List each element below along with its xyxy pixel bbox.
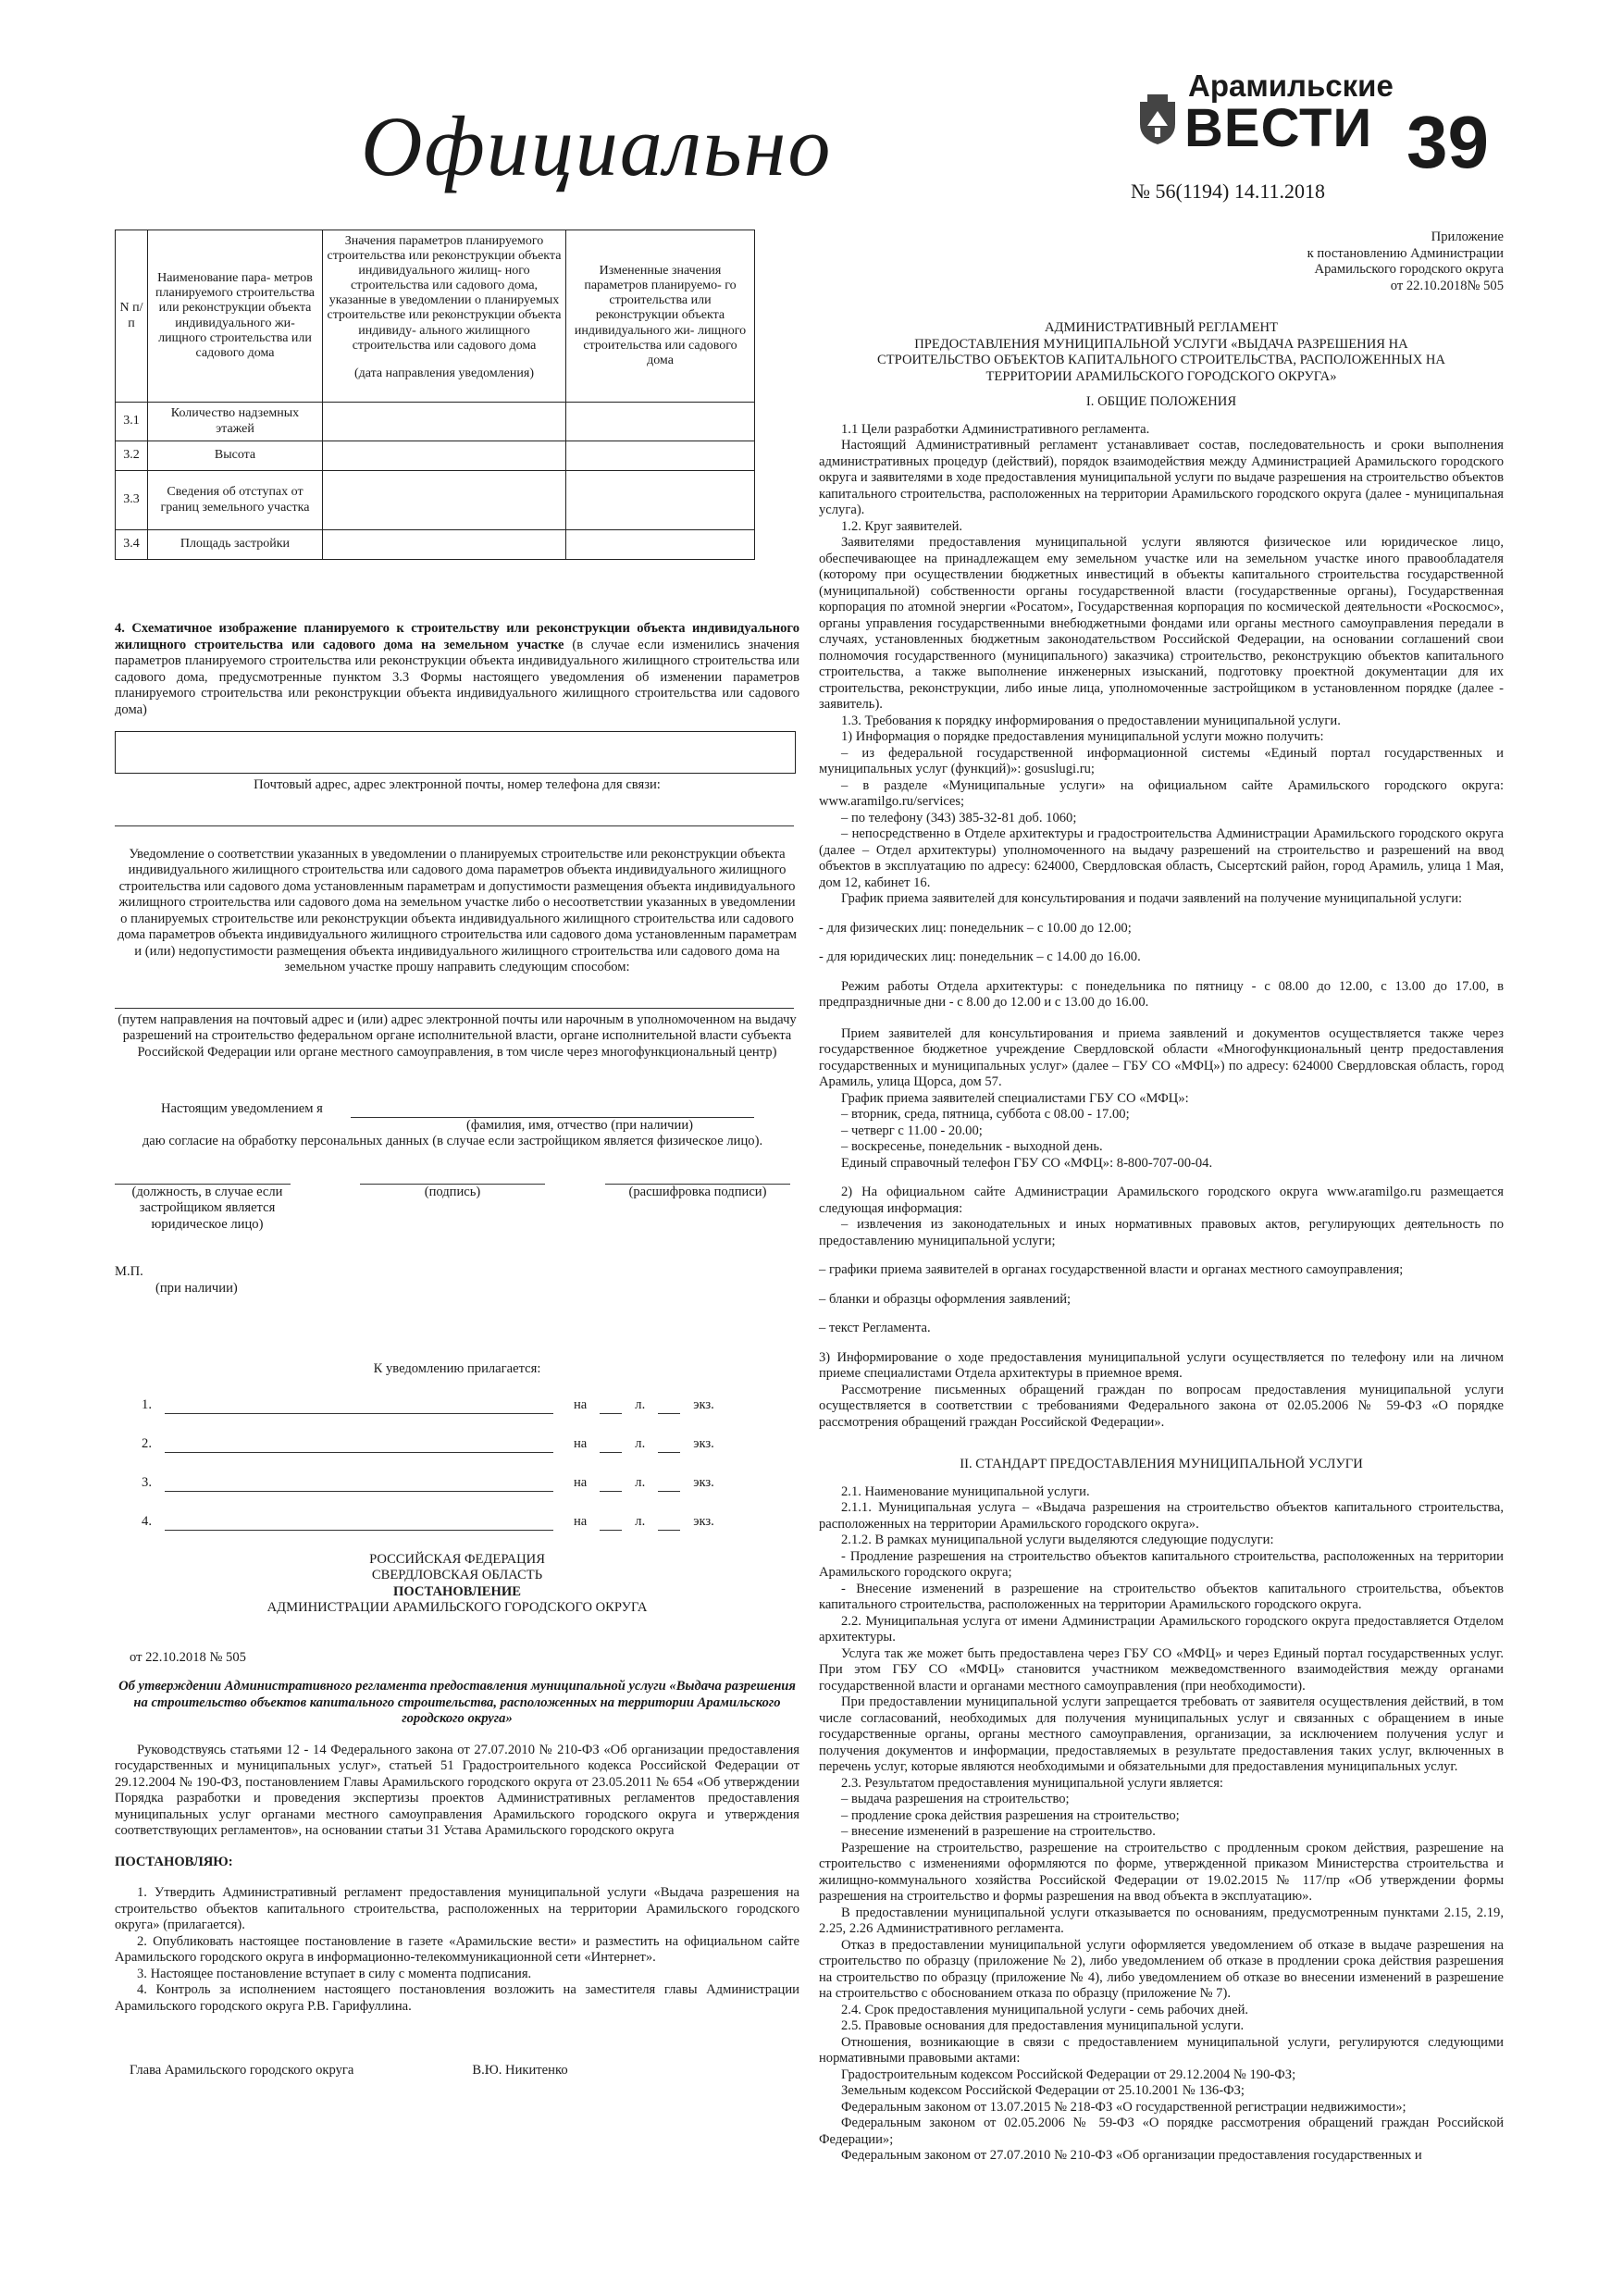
paragraph: Разрешение на строительство, разрешение на строительство с продленным сроком действия, разрешение на строительство с изменениями оформляются по форме, утвержденной приказом Министерства строительства и жилищно-коммунального хозяйства Российской Федерации от 19.02.2015 № 117/пр «Об утверждении формы разрешения на строительство и формы разрешения на ввод объекта в эксплуатацию». xyxy=(819,1840,1504,1904)
decree-item: 4. Контроль за исполнением настоящего постановления возложить на заместителя главы Администрации Арамильского городского округа Р.В. Гарифуллина. xyxy=(115,1982,799,2014)
paragraph: 2.1. Наименование муниципальной услуги. xyxy=(841,1483,1090,1499)
table-row xyxy=(116,403,755,441)
row-value xyxy=(323,530,566,560)
decree-word: ПОСТАНОВЛЕНИЕ xyxy=(393,1583,521,1599)
row-num: 3.3 xyxy=(116,471,148,530)
sig-sign xyxy=(360,1184,545,1234)
paragraph: – непосредственно в Отделе архитектуры и градостроительства Администрации Арамильского городского округа (далее – Отдел архитектуры) уполномоченного на выдачу разрешений на строительство и разрешений на ввод объектов в эксплуатацию по адресу: 624000, Свердловская область, Сысертский район, город Арамиль, улица 1 Мая, дом 12, кабинет 16. xyxy=(819,826,1504,890)
appendix-line: к постановлению Администрации xyxy=(1307,245,1504,261)
consent-text: даю согласие на обработку персональных данных (в случае если застройщиком является физическое лицо). xyxy=(142,1134,763,1148)
paragraph: – продление срока действия разрешения на строительство; xyxy=(841,1807,1180,1823)
regulation-title-line: ПРЕДОСТАВЛЕНИЯ МУНИЦИПАЛЬНОЙ УСЛУГИ «ВЫДАЧА РАЗРЕШЕНИЯ НА xyxy=(914,336,1408,352)
list-u xyxy=(658,1478,680,1492)
appendix-line: Приложение xyxy=(1431,230,1504,244)
paragraph: – вторник, среда, пятница, суббота с 08.00 - 17.00; xyxy=(841,1107,1130,1122)
paragraph: 2.1.2. В рамках муниципальной услуги выделяются следующие подуслуги: xyxy=(841,1533,1274,1547)
list-u xyxy=(600,1517,622,1531)
table-head-name: Наименование пара- метров планируемого строительства или реконструкции объекта индивидуального жи- лищного строительства или садового дома xyxy=(148,230,323,403)
row-changed xyxy=(566,403,755,441)
paragraph: – из федеральной государственной информационной системы «Единый портал государственных и муниципальных услуг (функций)»: gosuslugi.ru; xyxy=(819,745,1504,776)
regulation-title-line: АДМИНИСТРАТИВНЫЙ РЕГЛАМЕНТ xyxy=(1044,320,1279,335)
list-u xyxy=(658,1439,680,1453)
signature-block xyxy=(115,2063,799,2079)
row-name: Сведения об отступах от границ земельного участка xyxy=(148,471,323,530)
paragraph: Земельным кодексом Российской Федерации от 25.10.2001 № 136-ФЗ; xyxy=(841,2083,1245,2098)
list-item xyxy=(115,1396,799,1414)
section-1-title: I. ОБЩИЕ ПОЛОЖЕНИЯ xyxy=(1085,394,1237,409)
paragraph: График приема заявителей специалистами ГБУ СО «МФЦ»: xyxy=(841,1090,1189,1106)
paragraph: В предоставлении муниципальной услуги отказывается по основаниям, предусмотренным пунктами 2.15, 2.19, 2.25, 2.26 Административного регламента. xyxy=(819,1905,1504,1936)
logo-line1: Арамильские xyxy=(1188,68,1394,103)
list-num: 3. xyxy=(142,1475,152,1490)
paragraph: – по телефону (343) 385-32-81 доб. 1060; xyxy=(841,810,1077,825)
section-4-title: 4. Схематичное изображение планируемого к строительству или реконструкции объекта индивидуального жилищного строительства или садового дома на земельном участке xyxy=(115,621,799,652)
paragraph: - для юридических лиц: понедельник – с 14.00 до 16.00. xyxy=(819,949,1141,964)
row-changed xyxy=(566,530,755,560)
list-u xyxy=(658,1517,680,1531)
section-2-title: II. СТАНДАРТ ПРЕДОСТАВЛЕНИЯ МУНИЦИПАЛЬНОЙ УСЛУГИ xyxy=(960,1457,1363,1471)
list-ekz: экз. xyxy=(693,1475,714,1490)
issue-number: № 56(1194) 14.11.2018 xyxy=(1131,180,1326,203)
postal-label: Почтовый адрес, адрес электронной почты, номер телефона для связи: xyxy=(254,777,661,792)
row-num: 3.1 xyxy=(116,403,148,441)
paragraph: - Продление разрешения на строительство объектов капитального строительства, расположенных на территории Арамильского городского округа; xyxy=(819,1548,1504,1580)
section-title: Официально xyxy=(361,99,833,193)
row-num: 3.4 xyxy=(116,530,148,560)
notice-text: Уведомление о соответствии указанных в уведомлении о планируемых строительстве или реконструкции объекта индивидуального жилищного строительства или садового дома параметров объекта индивидуального жилищного строительства или садового дома установленным параметрам и допустимости размещения объекта индивидуального жилищного строительства или садового дома на земельном участке либо о несоответствии указанных в уведомлении о планируемых строительстве или реконструкции объекта индивидуального жилищного строительства или садового дома параметров объекта индивидуального жилищного строительства или садового дома установленным параметрам и (или) недопустимости размещения объекта индивидуального жилищного строительства или садового дома на земельном участке прошу направить следующим способом: xyxy=(117,846,798,974)
regulation-title xyxy=(819,320,1504,385)
table-head-values-text: Значения параметров планируемого строительства или реконструкции объекта индивидуального жилищ- ного строительства или садового дома, указанные в уведомлении о планируемых строительстве или реконструкции объекта индивиду- ального жилищного строительства или садового дома xyxy=(327,234,562,353)
paragraph: Услуга так же может быть предоставлена через ГБУ СО «МФЦ» и через Единый портал государственных услуг. При этом ГБУ СО «МФЦ» становится участником межведомственного взаимодействия между органами государственной власти и органами местного самоуправления (при необходимости). xyxy=(819,1645,1504,1694)
list-na: на xyxy=(574,1436,588,1451)
postal-line xyxy=(115,825,794,826)
list-ekz: экз. xyxy=(693,1397,714,1412)
sig-position-label: (должность, в случае если застройщиком является юридическое лицо) xyxy=(131,1184,283,1232)
paragraph: 2.1.1. Муниципальная услуга – «Выдача разрешения на строительство объектов капитального строительства, расположенных на территории Арамильского городского округа». xyxy=(819,1500,1504,1532)
section-4-text: (в случае если изменились значения параметров планируемого строительства или реконструкции объекта индивидуального жилищного строительства или садового дома, предусмотренные пунктом 3.3 Формы настоящего уведомления об изменении параметров планируемого строительства или реконструкции объекта индивидуального жилищного строительства или садового дома) xyxy=(115,637,799,717)
table-row xyxy=(116,441,755,471)
paragraph: Градостроительным кодексом Российской Федерации от 29.12.2004 № 190-ФЗ; xyxy=(841,2066,1296,2082)
paragraph: – в разделе «Муниципальные услуги» на официальном сайте Арамильского городского округа: www.aramilgo.ru/services; xyxy=(819,777,1504,809)
list-ekz: экз. xyxy=(693,1514,714,1529)
list-item xyxy=(115,1474,799,1492)
row-name: Площадь застройки xyxy=(148,530,323,560)
list-item xyxy=(115,1435,799,1453)
logo-line2: ВЕСТИ xyxy=(1184,98,1373,158)
decree-items xyxy=(115,1885,799,2015)
row-changed xyxy=(566,471,755,530)
paragraph: Режим работы Отдела архитектуры: с понедельника по пятницу - с 08.00 до 12.00, с 13.00 до 17.00, в предпраздничные дни - с 8.00 до 12.00 и с 13.00 до 16.00. xyxy=(819,978,1504,1010)
consent-row xyxy=(115,1101,799,1118)
regulation-title-line: СТРОИТЕЛЬСТВО ОБЪЕКТОВ КАПИТАЛЬНОГО СТРОИТЕЛЬСТВА, РАСПОЛОЖЕННЫХ НА xyxy=(877,353,1445,367)
row-changed xyxy=(566,441,755,471)
list-na: на xyxy=(574,1397,588,1412)
paragraph: 1) Информация о порядке предоставления муниципальной услуги можно получить: xyxy=(841,729,1324,744)
paragraph: 2.4. Срок предоставления муниципальной услуги - семь рабочих дней. xyxy=(841,2002,1249,2017)
table-head-changed: Измененные значения параметров планируемо- го строительства или реконструкции объекта индивидуального жи- лищного строительства или садового дома xyxy=(566,230,755,403)
head-title: Глава Арамильского городского округа xyxy=(130,2063,354,2078)
paragraph: 3) Информирование о ходе предоставления муниципальной услуги осуществляется по телефону или на личном приеме специалистами Отдела архитектуры в приемное время. xyxy=(819,1349,1504,1381)
paragraph: – выдача разрешения на строительство; xyxy=(841,1792,1070,1806)
paragraph: Заявителями предоставления муниципальной услуги являются физическое или юридическое лицо, обеспечивающее на принадлежащем ему земельном участке или на земельном участке иного правообладателя (которому при осуществлении бюджетных инвестиций в объекты капитального строительства государственной (муниципальной) собственности органы государственной власти (государственные органы), Государственная корпорация по атомной энергии «Росатом», Государственная корпорация по космической деятельности «Роскосмос», органы управления государственными внебюджетными фондами или органы местного самоуправления передали в случаях, установленных бюджетным законодательством Российской Федерации, на основании соглашений свои полномочия государственного (муниципального) заказчика) строительство, реконструкцию объектов капитального строительства, а также выполнение инженерных изысканий, подготовку проектной документации для их строительства, реконструкции, либо иные лица, уполномоченные застройщиком в установленном порядке (далее - заявитель). xyxy=(819,535,1504,712)
attachments-list xyxy=(115,1396,799,1531)
method-text: (путем направления на почтовый адрес и (или) адрес электронной почты или нарочным в уполномоченном на выдачу разрешений на строительство федеральном органе исполнительной власти, органе исполнительной власти субъекта Российской Федерации или органе местного самоуправления, в том числе через многофункциональный центр) xyxy=(118,1011,797,1060)
paragraph: Отношения, возникающие в связи с предоставлением муниципальной услуги, регулируются следующими нормативными правовыми актами: xyxy=(819,2034,1504,2066)
paragraph: Отказ в предоставлении муниципальной услуги оформляется уведомлением об отказе в выдаче разрешения на строительство по образцу (приложение № 2), либо уведомлением об отказе в продлении срока действия разрешения на строительство по образцу (приложение № 4), либо уведомлением об отказе во внесении изменений в разрешение на строительство с обоснованием отказа по образцу (приложение № 7). xyxy=(819,1937,1504,2001)
right-column xyxy=(819,230,1504,2165)
paragraph: – бланки и образцы оформления заявлений; xyxy=(819,1291,1072,1307)
decree-date: от 22.10.2018 № 505 xyxy=(130,1649,246,1665)
appendix-line: Арамильского городского округа xyxy=(1314,262,1504,277)
paragraph: Рассмотрение письменных обращений граждан по вопросам предоставления муниципальной услуги осуществляется в соответствии с требованиями Федерального закона от 02.05.2006 № 59-ФЗ «О порядке рассмотрения обращений граждан Российской Федерации». xyxy=(819,1382,1504,1430)
list-blank xyxy=(165,1474,553,1492)
signature-row xyxy=(115,1184,790,1234)
paragraph: – воскресенье, понедельник - выходной день. xyxy=(841,1139,1103,1154)
paragraph: – текст Регламента. xyxy=(819,1321,931,1335)
row-num: 3.2 xyxy=(116,441,148,471)
table-head-values xyxy=(323,230,566,403)
stamp-note: (при наличии) xyxy=(155,1280,238,1296)
newspaper-logo xyxy=(1131,65,1394,203)
paragraph: Единый справочный телефон ГБУ СО «МФЦ»: 8-800-707-00-04. xyxy=(841,1155,1213,1171)
list-num: 2. xyxy=(142,1436,152,1451)
paragraph: 1.2. Круг заявителей. xyxy=(841,518,963,534)
section-2-body xyxy=(819,1484,1504,2165)
paragraph: График приема заявителей для консультирования и подачи заявлений на получение муниципальной услуги: xyxy=(841,891,1463,906)
row-value xyxy=(323,471,566,530)
row-value xyxy=(323,441,566,471)
consent-label: Настоящим уведомлением я xyxy=(161,1101,323,1116)
row-name: Высота xyxy=(148,441,323,471)
list-num: 4. xyxy=(142,1514,152,1529)
list-u xyxy=(658,1400,680,1414)
list-l: л. xyxy=(635,1475,646,1490)
list-na: на xyxy=(574,1475,588,1490)
paragraph: – внесение изменений в разрешение на строительство. xyxy=(841,1824,1156,1839)
row-value xyxy=(323,403,566,441)
sig-decode xyxy=(605,1184,790,1234)
decree-item: 3. Настоящее постановление вступает в силу с момента подписания. xyxy=(137,1966,532,1981)
paragraph: - Внесение изменений в разрешение на строительство объектов капитального строительства, объектов капитального строительства, расположенных на территории Арамильского городского округа. xyxy=(819,1581,1504,1612)
table-head-num: N п/п xyxy=(116,230,148,403)
resolve-label: ПОСТАНОВЛЯЮ: xyxy=(115,1854,233,1869)
decree-header xyxy=(115,1552,799,1617)
table-row xyxy=(116,530,755,560)
decree-title: Об утверждении Административного регламента предоставления муниципальной услуги «Выдача разрешения на строительство объектов капитального строительства, расположенных на территории Арамильского городского округа» xyxy=(118,1679,796,1726)
paragraph: 1.1 Цели разработки Административного регламента. xyxy=(841,421,1150,437)
list-l: л. xyxy=(635,1436,646,1451)
paragraph: Федеральным законом от 13.07.2015 № 218-ФЗ «О государственной регистрации недвижимости»; xyxy=(841,2099,1406,2115)
sig-position xyxy=(115,1184,300,1234)
fio-label: (фамилия, имя, отчество (при наличии) xyxy=(466,1117,694,1133)
appendix-line: от 22.10.2018№ 505 xyxy=(1390,278,1504,293)
sig-sign-label: (подпись) xyxy=(424,1184,481,1199)
paragraph: 2.5. Правовые основания для предоставления муниципальной услуги. xyxy=(841,2018,1245,2033)
list-na: на xyxy=(574,1514,588,1529)
paragraph: – графики приема заявителей в органах государственной власти и органах местного самоуправления; xyxy=(819,1262,1404,1277)
scheme-box xyxy=(115,731,796,774)
list-blank xyxy=(165,1435,553,1453)
paragraph: 2.2. Муниципальная услуга от имени Администрации Арамильского городского округа предоставляется Отделом архитектуры. xyxy=(819,1613,1504,1644)
list-l: л. xyxy=(635,1514,646,1529)
list-blank xyxy=(165,1396,553,1414)
section-4 xyxy=(115,621,799,718)
region: СВЕРДЛОВСКАЯ ОБЛАСТЬ xyxy=(371,1568,543,1582)
paragraph: 2.3. Результатом предоставления муниципальной услуги является: xyxy=(841,1775,1223,1791)
list-u xyxy=(600,1400,622,1414)
paragraph: – извлечения из законодательных и иных нормативных правовых актов, регулирующих деятельность по предоставлению муниципальной услуги; xyxy=(819,1217,1504,1248)
method-line xyxy=(115,1008,794,1009)
decree-item: 1. Утвердить Административный регламент предоставления муниципальной услуги «Выдача разрешения на строительство объектов капитального строительства, расположенных на территории Арамильского городского округа» (прилагается). xyxy=(115,1885,799,1932)
regulation-title-line: ТЕРРИТОРИИ АРАМИЛЬСКОГО ГОРОДСКОГО ОКРУГА» xyxy=(985,368,1337,384)
list-l: л. xyxy=(635,1397,646,1412)
head-name: В.Ю. Никитенко xyxy=(472,2063,568,2078)
sig-decode-label: (расшифровка подписи) xyxy=(628,1184,767,1199)
administration: АДМИНИСТРАЦИИ АРАМИЛЬСКОГО ГОРОДСКОГО ОКРУГА xyxy=(266,1600,648,1615)
list-num: 1. xyxy=(142,1397,152,1412)
list-item xyxy=(115,1513,799,1531)
list-u xyxy=(600,1478,622,1492)
decree-basis: Руководствуясь статьями 12 - 14 Федерального закона от 27.07.2010 № 210-ФЗ «Об организации предоставления государственных и муниципальных услуг», статьей 51 Градостроительного кодекса Российской Федерации от 29.12.2004 № 190-ФЗ, постановлением Главы Арамильского городского округа от 23.05.2011 № 654 «Об утверждении Порядка разработки и проведения экспертизы проектов Административных регламентов предоставления муниципальных услуг органами местного самоуправления Арамильского городского округа и утверждения соответствующих регламентов», на основании статьи 31 Устава Арамильского городского округа xyxy=(115,1742,799,1838)
appendix-note xyxy=(819,230,1504,294)
section-1-body xyxy=(819,422,1504,1432)
paragraph: Федеральным законом от 27.07.2010 № 210-ФЗ «Об организации предоставления государственных и xyxy=(841,2148,1422,2163)
fio-line xyxy=(351,1104,754,1118)
crest-icon xyxy=(1136,93,1179,146)
paragraph: – четверг с 11.00 - 20.00; xyxy=(841,1123,983,1138)
paragraph: 1.3. Требования к порядку информирования о предоставлении муниципальной услуги. xyxy=(841,713,1341,728)
list-ekz: экз. xyxy=(693,1436,714,1451)
parameters-table xyxy=(115,230,755,560)
paragraph: Прием заявителей для консультирования и приема заявлений и документов осуществляется также через государственное бюджетное учреждение Свердловской области «Многофункциональный центр предоставления государственных и муниципальных услуг» (далее – ГБУ СО «МФЦ») по адресу: 624000 Свердловская область, город Арамиль, улица Щорса, дом 57. xyxy=(819,1025,1504,1089)
attached-label: К уведомлению прилагается: xyxy=(373,1361,541,1376)
page-number: 39 xyxy=(1406,101,1489,183)
list-blank xyxy=(165,1513,553,1531)
paragraph: При предоставлении муниципальной услуги запрещается требовать от заявителя осуществления действий, в том числе согласований, необходимых для получения муниципальных услуг и связанных с обращением в иные государственные органы, органы местного самоуправления, организации, за исключением получения услуг и получения документов и информации, предоставляемых в результате предоставления таких услуг, включенных в перечень услуг, которые являются необходимыми и обязательными для предоставления муниципальных услуг. xyxy=(819,1694,1504,1774)
left-column xyxy=(115,230,799,2079)
list-u xyxy=(600,1439,622,1453)
table-row xyxy=(116,471,755,530)
paragraph: - для физических лиц: понедельник – с 10.00 до 12.00; xyxy=(819,920,1132,936)
table-head-date: (дата направления уведомления) xyxy=(354,366,534,380)
paragraph: 2) На официальном сайте Администрации Арамильского городского округа www.aramilgo.ru размещается следующая информация: xyxy=(819,1185,1504,1216)
row-name: Количество надземных этажей xyxy=(148,403,323,441)
decree-item: 2. Опубликовать настоящее постановление в газете «Арамильские вести» и разместить на официальном сайте Арамильского городского округа в информационно-телекоммуникационной сети «Интернет». xyxy=(115,1933,799,1965)
paragraph: Настоящий Административный регламент устанавливает состав, последовательность и сроки выполнения административных процедур (действий), порядок взаимодействия между Администрацией Арамильского городского округа и заявителями в ходе предоставления муниципальной услуги по выдаче разрешения на строительство объектов капитального строительства, расположенных на территории Арамильского городского округа (далее - муниципальная услуга). xyxy=(819,438,1504,517)
paragraph: Федеральным законом от 02.05.2006 № 59-ФЗ «О порядке рассмотрения обращений граждан Российской Федерации»; xyxy=(819,2116,1504,2147)
stamp-label: М.П. xyxy=(115,1264,143,1279)
country: РОССИЙСКАЯ ФЕДЕРАЦИЯ xyxy=(369,1551,545,1567)
